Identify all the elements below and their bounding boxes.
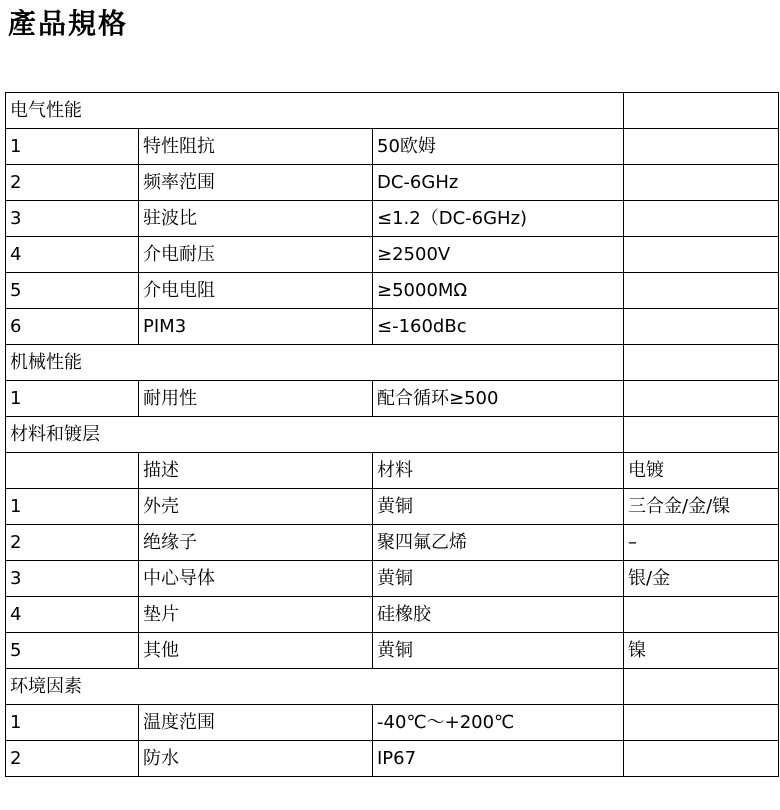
section-header-row — [6, 669, 779, 705]
section-title: 材料和镀层 — [6, 417, 624, 453]
row-value-cell: 黄铜 — [373, 633, 624, 669]
row-index-cell: 6 — [6, 309, 139, 345]
row-value-cell: ≤1.2（DC-6GHz) — [373, 201, 624, 237]
row-item-cell: 介电耐压 — [139, 237, 373, 273]
row-extra-cell — [624, 597, 779, 633]
row-value-cell: 材料 — [373, 453, 624, 489]
spec-table — [5, 92, 779, 777]
row-index-cell: 2 — [6, 525, 139, 561]
row-index-cell: 1 — [6, 129, 139, 165]
table-row — [6, 273, 779, 309]
row-extra-cell — [624, 741, 779, 777]
row-item-cell: 温度范围 — [139, 705, 373, 741]
row-extra-cell — [624, 309, 779, 345]
table-row — [6, 633, 779, 669]
section-empty-cell — [624, 417, 779, 453]
row-value-cell: 50欧姆 — [373, 129, 624, 165]
row-value-cell: -40℃～+200℃ — [373, 705, 624, 741]
row-extra-cell — [624, 165, 779, 201]
row-item-cell: 防水 — [139, 741, 373, 777]
row-value-cell: 黄铜 — [373, 489, 624, 525]
row-index-cell: 1 — [6, 381, 139, 417]
row-item-cell: 绝缘子 — [139, 525, 373, 561]
section-title: 电气性能 — [6, 93, 624, 129]
row-value-cell: 聚四氟乙烯 — [373, 525, 624, 561]
section-header-row — [6, 417, 779, 453]
section-title: 环境因素 — [6, 669, 624, 705]
row-item-cell: 介电电阻 — [139, 273, 373, 309]
row-value-cell: 黄铜 — [373, 561, 624, 597]
table-row — [6, 561, 779, 597]
section-empty-cell — [624, 345, 779, 381]
row-extra-cell: 三合金/金/镍 — [624, 489, 779, 525]
row-extra-cell — [624, 129, 779, 165]
table-row — [6, 381, 779, 417]
row-value-cell: ≤-160dBc — [373, 309, 624, 345]
row-extra-cell: 银/金 — [624, 561, 779, 597]
table-row — [6, 489, 779, 525]
table-row — [6, 705, 779, 741]
row-value-cell: ≥2500V — [373, 237, 624, 273]
row-index-cell: 1 — [6, 489, 139, 525]
spec-table-body — [6, 93, 779, 777]
row-value-cell: 硅橡胶 — [373, 597, 624, 633]
row-value-cell: 配合循环≥500 — [373, 381, 624, 417]
row-index-cell: 2 — [6, 741, 139, 777]
table-row — [6, 129, 779, 165]
row-item-cell: 特性阻抗 — [139, 129, 373, 165]
row-index-cell — [6, 453, 139, 489]
row-item-cell: 其他 — [139, 633, 373, 669]
row-item-cell: 驻波比 — [139, 201, 373, 237]
row-index-cell: 5 — [6, 633, 139, 669]
section-empty-cell — [624, 93, 779, 129]
section-header-row — [6, 93, 779, 129]
row-extra-cell — [624, 705, 779, 741]
row-index-cell: 5 — [6, 273, 139, 309]
row-item-cell: 耐用性 — [139, 381, 373, 417]
row-item-cell: PIM3 — [139, 309, 373, 345]
row-index-cell: 3 — [6, 561, 139, 597]
section-empty-cell — [624, 669, 779, 705]
table-row — [6, 201, 779, 237]
row-item-cell: 描述 — [139, 453, 373, 489]
row-index-cell: 1 — [6, 705, 139, 741]
row-item-cell: 频率范围 — [139, 165, 373, 201]
row-item-cell: 垫片 — [139, 597, 373, 633]
row-extra-cell: 电镀 — [624, 453, 779, 489]
table-row — [6, 597, 779, 633]
row-extra-cell — [624, 273, 779, 309]
row-index-cell: 2 — [6, 165, 139, 201]
row-value-cell: ≥5000MΩ — [373, 273, 624, 309]
section-title: 机械性能 — [6, 345, 624, 381]
row-extra-cell — [624, 381, 779, 417]
row-index-cell: 4 — [6, 237, 139, 273]
table-row — [6, 165, 779, 201]
row-item-cell: 外壳 — [139, 489, 373, 525]
row-extra-cell — [624, 237, 779, 273]
table-row — [6, 525, 779, 561]
table-row — [6, 453, 779, 489]
table-row — [6, 237, 779, 273]
row-item-cell: 中心导体 — [139, 561, 373, 597]
row-extra-cell — [624, 201, 779, 237]
page-title: 產品規格 — [8, 7, 129, 40]
row-index-cell: 4 — [6, 597, 139, 633]
row-extra-cell: – — [624, 525, 779, 561]
section-header-row — [6, 345, 779, 381]
row-value-cell: IP67 — [373, 741, 624, 777]
table-row — [6, 741, 779, 777]
row-extra-cell: 镍 — [624, 633, 779, 669]
table-row — [6, 309, 779, 345]
row-index-cell: 3 — [6, 201, 139, 237]
row-value-cell: DC-6GHz — [373, 165, 624, 201]
